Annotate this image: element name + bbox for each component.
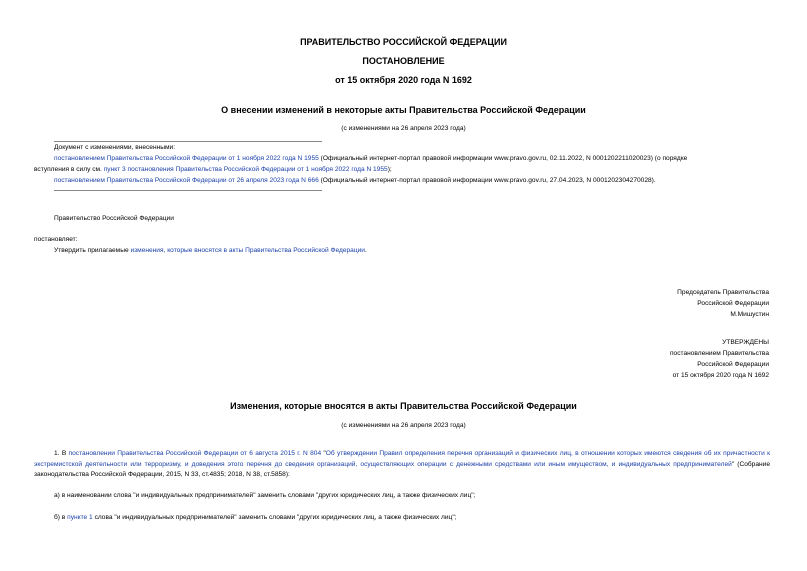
- signature-country: Российской Федерации: [697, 300, 769, 307]
- paragraph-b: б) в пункте 1 слова "и индивидуальных предпринимателей" заменить словами "других юридических лиц, а также физических лиц";: [54, 514, 457, 521]
- approved-label: УТВЕРЖДЕНЫ: [722, 339, 769, 346]
- amendment-item-2: постановлением Правительства Российской Федерации от 26 апреля 2023 года N 666 (Официальный интернет-портал правовой информации www.pravo.gov.ru, 27.04.2023, N 0001202304270028).: [54, 177, 656, 184]
- government-line: Правительство Российской Федерации: [54, 215, 174, 222]
- approved-country: Российской Федерации: [697, 361, 769, 368]
- signature-position: Председатель Правительства: [677, 289, 769, 296]
- revision-note: (с изменениями на 26 апреля 2023 года): [341, 125, 466, 132]
- approved-by: постановлением Правительства: [669, 350, 769, 357]
- changes-link[interactable]: изменения, которые вносятся в акты Правительства Российской Федерации: [130, 247, 365, 254]
- amendment-link-666[interactable]: постановлением Правительства Российской Федерации от 26 апреля 2023 года N 666: [54, 177, 319, 184]
- approved-date: от 15 октября 2020 года N 1692: [672, 372, 769, 379]
- paragraph-1: 1. В постановлении Правительства Российской Федерации от 6 августа 2015 г. N 804 "Об утверждении Правил определения перечня организаций и физических лиц, в отношении которых имеются сведения об их причастности к экстремистской деятельности или терроризму, и доведения этого перечня до сведения организаций, осуществляющих операции с денежными средствами или иным имуществом, и индивидуальных предпринимателей" (Собрание законодательства Российской Федерации, 2015, N 33, ст.4835; 2018, N 38, ст.5858):: [34, 450, 770, 478]
- signature-name: М.Мишустин: [730, 311, 769, 318]
- document-date-number: от 15 октября 2020 года N 1692: [335, 75, 472, 85]
- amendment-item-1: постановлением Правительства Российской Федерации от 1 ноября 2022 года N 1955 (Официальный интернет-портал правовой информации www.pravo.gov.ru, 02.11.2022, N 0001202211020023) (о порядке: [54, 155, 688, 162]
- amendments-top-rule: [54, 141, 322, 142]
- document-title: О внесении изменений в некоторые акты Правительства Российской Федерации: [221, 105, 586, 115]
- changes-title: Изменения, которые вносятся в акты Правительства Российской Федерации: [230, 401, 577, 411]
- paragraph-a: а) в наименовании слова "и индивидуальных предпринимателей" заменить словами "других юридических лиц, а также физических лиц";: [54, 492, 476, 499]
- amendment-link-point3[interactable]: пункт 3 постановления Правительства Российской Федерации от 1 ноября 2022 года N 1955: [103, 166, 388, 173]
- decree-804-link[interactable]: постановлении Правительства Российской Федерации от 6 августа 2015 г. N 804: [68, 450, 322, 457]
- decrees-line: постановляет:: [34, 236, 78, 243]
- point-1-link[interactable]: пункте 1: [67, 514, 93, 521]
- changes-revision: (с изменениями на 26 апреля 2023 года): [341, 422, 466, 429]
- document-type: ПОСТАНОВЛЕНИЕ: [362, 56, 445, 66]
- amendment-link-1955[interactable]: постановлением Правительства Российской Федерации от 1 ноября 2022 года N 1955: [54, 155, 319, 162]
- amendments-bottom-rule: [54, 190, 322, 191]
- issuing-authority: ПРАВИТЕЛЬСТВО РОССИЙСКОЙ ФЕДЕРАЦИИ: [300, 37, 507, 47]
- amendment-item-1-cont: вступления в силу см. пункт 3 постановления Правительства Российской Федерации от 1 ноября 2022 года N 1955);: [34, 166, 392, 173]
- amendments-intro: Документ с изменениями, внесенными:: [54, 144, 176, 151]
- approve-line: Утвердить прилагаемые изменения, которые вносятся в акты Правительства Российской Федерации.: [54, 247, 367, 254]
- decree-804-title-link[interactable]: Об утверждении Правил определения перечня организаций и физических лиц, в отношении которых имеются сведения об их причастности к экстремистской деятельности или терроризму, и доведения этого перечня до сведения организаций, осуществляющих операции с денежными средствами или иным имуществом, и индивидуальных предпринимателей: [34, 450, 770, 468]
